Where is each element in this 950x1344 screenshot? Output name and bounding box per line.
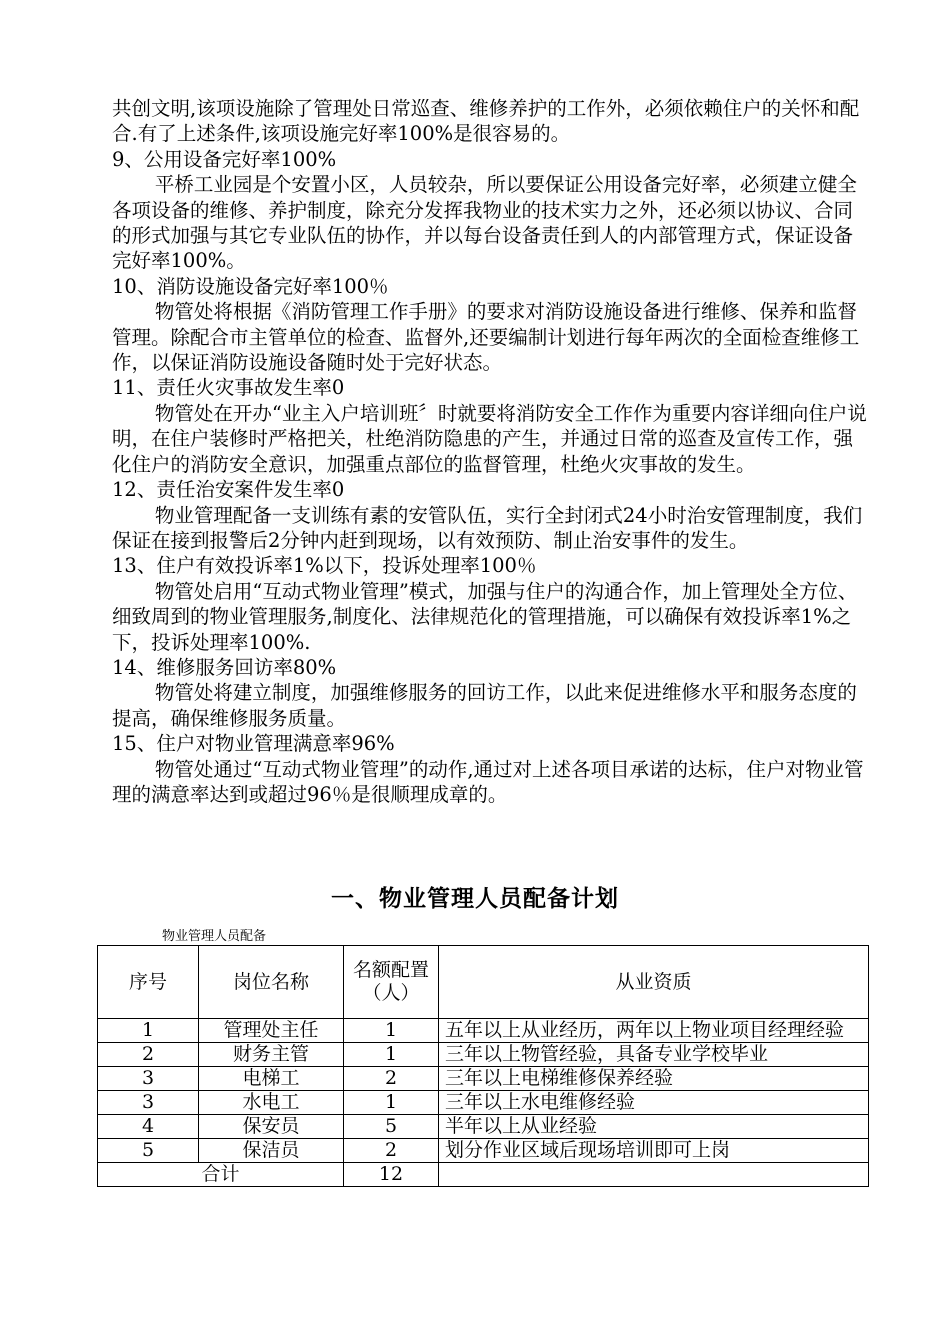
cell-index: 5 <box>98 1139 199 1163</box>
cell-quota: 1 <box>344 1091 439 1115</box>
total-note <box>439 1163 869 1187</box>
cell-qualification: 半年以上从业经验 <box>439 1115 869 1139</box>
section-heading-10: 10、消防设施设备完好率100％ <box>112 274 389 298</box>
cell-position: 保洁员 <box>199 1139 344 1163</box>
paragraph: 物业管理配备一支训练有素的安管队伍，实行全封闭式24小时治安管理制度，我们保证在接到报警后2分钟内赶到现场，以有效预防、制止治安事件的发生。 <box>112 503 863 552</box>
cell-index: 4 <box>98 1115 199 1139</box>
chapter-heading: 一、物业管理人员配备计划 <box>331 886 619 912</box>
cell-qualification: 五年以上从业经历，两年以上物业项目经理经验 <box>439 1019 869 1043</box>
cell-index: 3 <box>98 1067 199 1091</box>
table-row <box>98 1091 869 1115</box>
cell-index: 2 <box>98 1043 199 1067</box>
table-row <box>98 1067 869 1091</box>
cell-qualification: 三年以上物管经验，具备专业学校毕业 <box>439 1043 869 1067</box>
paragraph: 物管处通过“互动式物业管理”的动作,通过对上述各项目承诺的达标，住户对物业管理的满意率达到或超过96％是很顺理成章的。 <box>112 757 864 806</box>
section-heading-12: 12、责任治安案件发生率0 <box>112 478 345 502</box>
cell-position: 保安员 <box>199 1115 344 1139</box>
table-row <box>98 1019 869 1043</box>
cell-quota: 1 <box>344 1019 439 1043</box>
table-row <box>98 1043 869 1067</box>
cell-index: 3 <box>98 1091 199 1115</box>
cell-qualification: 三年以上电梯维修保养经验 <box>439 1067 869 1091</box>
table-caption: 物业管理人员配备 <box>162 929 267 944</box>
header-qualification: 从业资质 <box>439 946 869 1019</box>
paragraph: 物管处将建立制度，加强维修服务的回访工作，以此来促进维修水平和服务态度的提高，确保维修服务质量。 <box>112 681 857 730</box>
staffing-table <box>97 945 869 1187</box>
paragraph: 平桥工业园是个安置小区，人员较杂，所以要保证公用设备完好率，必须建立健全各项设备的维修、养护制度，除充分发挥我物业的技术实力之外，还必须以协议、合同的形式加强与其它专业队伍的协作，并以每台设备责任到人的内部管理方式，保证设备完好率100%。 <box>112 173 857 273</box>
paragraph: 物管处在开办“业主入户培训班〞时就要将消防安全工作作为重要内容详细向住户说明，在住户装修时严格把关，杜绝消防隐患的产生，并通过日常的巡查及宣传工作，强化住户的消防安全意识，加强重点部位的监督管理，杜绝火灾事故的发生。 <box>112 401 867 476</box>
header-position: 岗位名称 <box>199 946 344 1019</box>
cell-index: 1 <box>98 1019 199 1043</box>
cell-quota: 1 <box>344 1043 439 1067</box>
cell-position: 财务主管 <box>199 1043 344 1067</box>
cell-qualification: 三年以上水电维修经验 <box>439 1091 869 1115</box>
section-heading-15: 15、住户对物业管理满意率96% <box>112 732 395 756</box>
cell-position: 水电工 <box>199 1091 344 1115</box>
total-value: 12 <box>344 1163 439 1187</box>
body-text <box>112 96 872 807</box>
header-index: 序号 <box>98 946 199 1019</box>
paragraph: 共创文明,该项设施除了管理处日常巡查、维修养护的工作外，必须依赖住户的关怀和配合.有了上述条件,该项设施完好率100%是很容易的。 <box>112 97 860 146</box>
table-row <box>98 1115 869 1139</box>
section-heading-14: 14、维修服务回访率80% <box>112 655 337 679</box>
section-heading-9: 9、公用设备完好率100% <box>112 147 337 171</box>
cell-qualification: 划分作业区域后现场培训即可上岗 <box>439 1139 869 1163</box>
header-quota: 名额配置（人） <box>344 946 439 1019</box>
section-heading-13: 13、住户有效投诉率1%以下，投诉处理率100％ <box>112 554 537 578</box>
table-row <box>98 1139 869 1163</box>
section-heading-11: 11、责任火灾事故发生率0 <box>112 376 345 400</box>
paragraph: 物管处将根据《消防管理工作手册》的要求对消防设施设备进行维修、保养和监督管理。除配合市主管单位的检查、监督外,还要编制计划进行每年两次的全面检查维修工作，以保证消防设施设备随时处于完好状态。 <box>112 300 860 375</box>
total-label: 合计 <box>98 1163 344 1187</box>
table-header-row <box>98 946 869 1019</box>
cell-quota: 2 <box>344 1139 439 1163</box>
cell-quota: 5 <box>344 1115 439 1139</box>
cell-position: 电梯工 <box>199 1067 344 1091</box>
table-total-row <box>98 1163 869 1187</box>
paragraph: 物管处启用“互动式物业管理”模式，加强与住户的沟通合作，加上管理处全方位、细致周到的物业管理服务,制度化、法律规范化的管理措施，可以确保有效投诉率1%之下，投诉处理率100%. <box>112 579 858 654</box>
cell-quota: 2 <box>344 1067 439 1091</box>
cell-position: 管理处主任 <box>199 1019 344 1043</box>
